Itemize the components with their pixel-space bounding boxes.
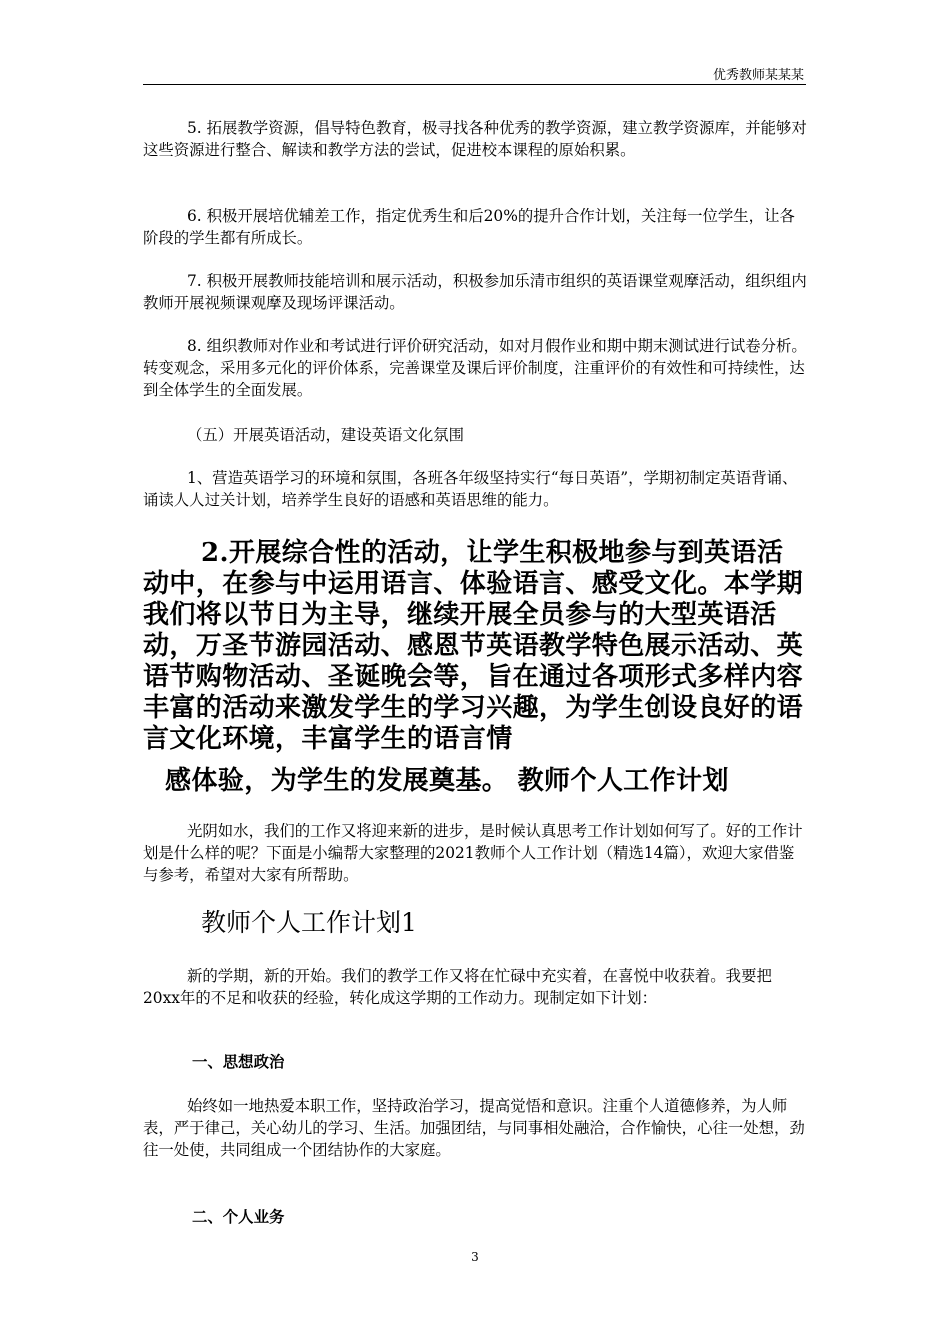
paragraph-item-7 bbox=[143, 270, 808, 314]
subheading-politics: 一、思想政治 bbox=[192, 1053, 285, 1071]
paragraph-text: 光阴如水，我们的工作又将迎来新的进步，是时候认真思考工作计划如何写了。好的工作计划是什么样的呢？下面是小编帮大家整理的2021教师个人工作计划（精选14篇），欢迎大家借鉴与参考，希望对大家有所帮助。 bbox=[143, 822, 803, 884]
large-paragraph-item-2 bbox=[143, 538, 808, 755]
paragraph-text: 5. 拓展教学资源，倡导特色教育，极寻找各种优秀的教学资源，建立教学资源库，并能够对这些资源进行整合、解读和教学方法的尝试，促进校本课程的原始积累。 bbox=[143, 119, 807, 159]
paragraph-text: 始终如一地热爱本职工作，坚持政治学习，提高觉悟和意识。注重个人道德修养，为人师表，严于律己，关心幼儿的学习、生活。加强团结，与同事相处融洽，合作愉快，心往一处想，劲往一处使，共同组成一个团结协作的大家庭。 bbox=[143, 1097, 805, 1159]
paragraph-text: 6. 积极开展培优辅差工作，指定优秀生和后20%的提升合作计划，关注每一位学生，让各阶段的学生都有所成长。 bbox=[143, 207, 795, 247]
large-paragraph-last-line: 感体验，为学生的发展奠基。 教师个人工作计划 bbox=[165, 766, 729, 796]
paragraph-item-6 bbox=[143, 205, 808, 249]
page-number: 3 bbox=[471, 1250, 479, 1264]
politics-paragraph bbox=[143, 1095, 808, 1161]
plan-heading: 教师个人工作计划1 bbox=[201, 908, 417, 937]
paragraph-item-8 bbox=[143, 335, 808, 401]
large-paragraph-text: 2.开展综合性的活动，让学生积极地参与到英语活动中，在参与中运用语言、体验语言、感受文化。本学期我们将以节日为主导，继续开展全员参与的大型英语活动，万圣节游园活动、感恩节英语教学特色展示活动、英语节购物活动、圣诞晚会等，旨在通过各项形式多样内容丰富的活动来激发学生的学习兴趣，为学生创设良好的语言文化环境，丰富学生的语言情 bbox=[143, 538, 804, 754]
intro-paragraph bbox=[143, 820, 808, 886]
paragraph-text: 7. 积极开展教师技能培训和展示活动，积极参加乐清市组织的英语课堂观摩活动，组织组内教师开展视频课观摩及现场评课活动。 bbox=[143, 272, 807, 312]
paragraph-text: 1、营造英语学习的环境和氛围，各班各年级坚持实行“每日英语”，学期初制定英语背诵、诵读人人过关计划，培养学生良好的语感和英语思维的能力。 bbox=[143, 469, 798, 509]
page-header-text: 优秀教师某某某 bbox=[712, 68, 804, 83]
paragraph-item-5 bbox=[143, 117, 808, 161]
paragraph-text: 新的学期，新的开始。我们的教学工作又将在忙碌中充实着，在喜悦中收获着。我要把20xx年的不足和收获的经验，转化成这学期的工作动力。现制定如下计划： bbox=[143, 967, 772, 1007]
section-heading-5 bbox=[143, 424, 808, 446]
header-rule bbox=[143, 84, 806, 85]
section-heading-text: （五）开展英语活动，建设英语文化氛围 bbox=[187, 426, 465, 444]
new-term-paragraph bbox=[143, 965, 808, 1009]
paragraph-text: 8. 组织教师对作业和考试进行评价研究活动，如对月假作业和期中期末测试进行试卷分析。转变观念，采用多元化的评价体系，完善课堂及课后评价制度，注重评价的有效性和可持续性，达到全体学生的全面发展。 bbox=[143, 337, 807, 399]
paragraph-item-1 bbox=[143, 467, 808, 511]
subheading-business: 二、个人业务 bbox=[192, 1208, 285, 1226]
